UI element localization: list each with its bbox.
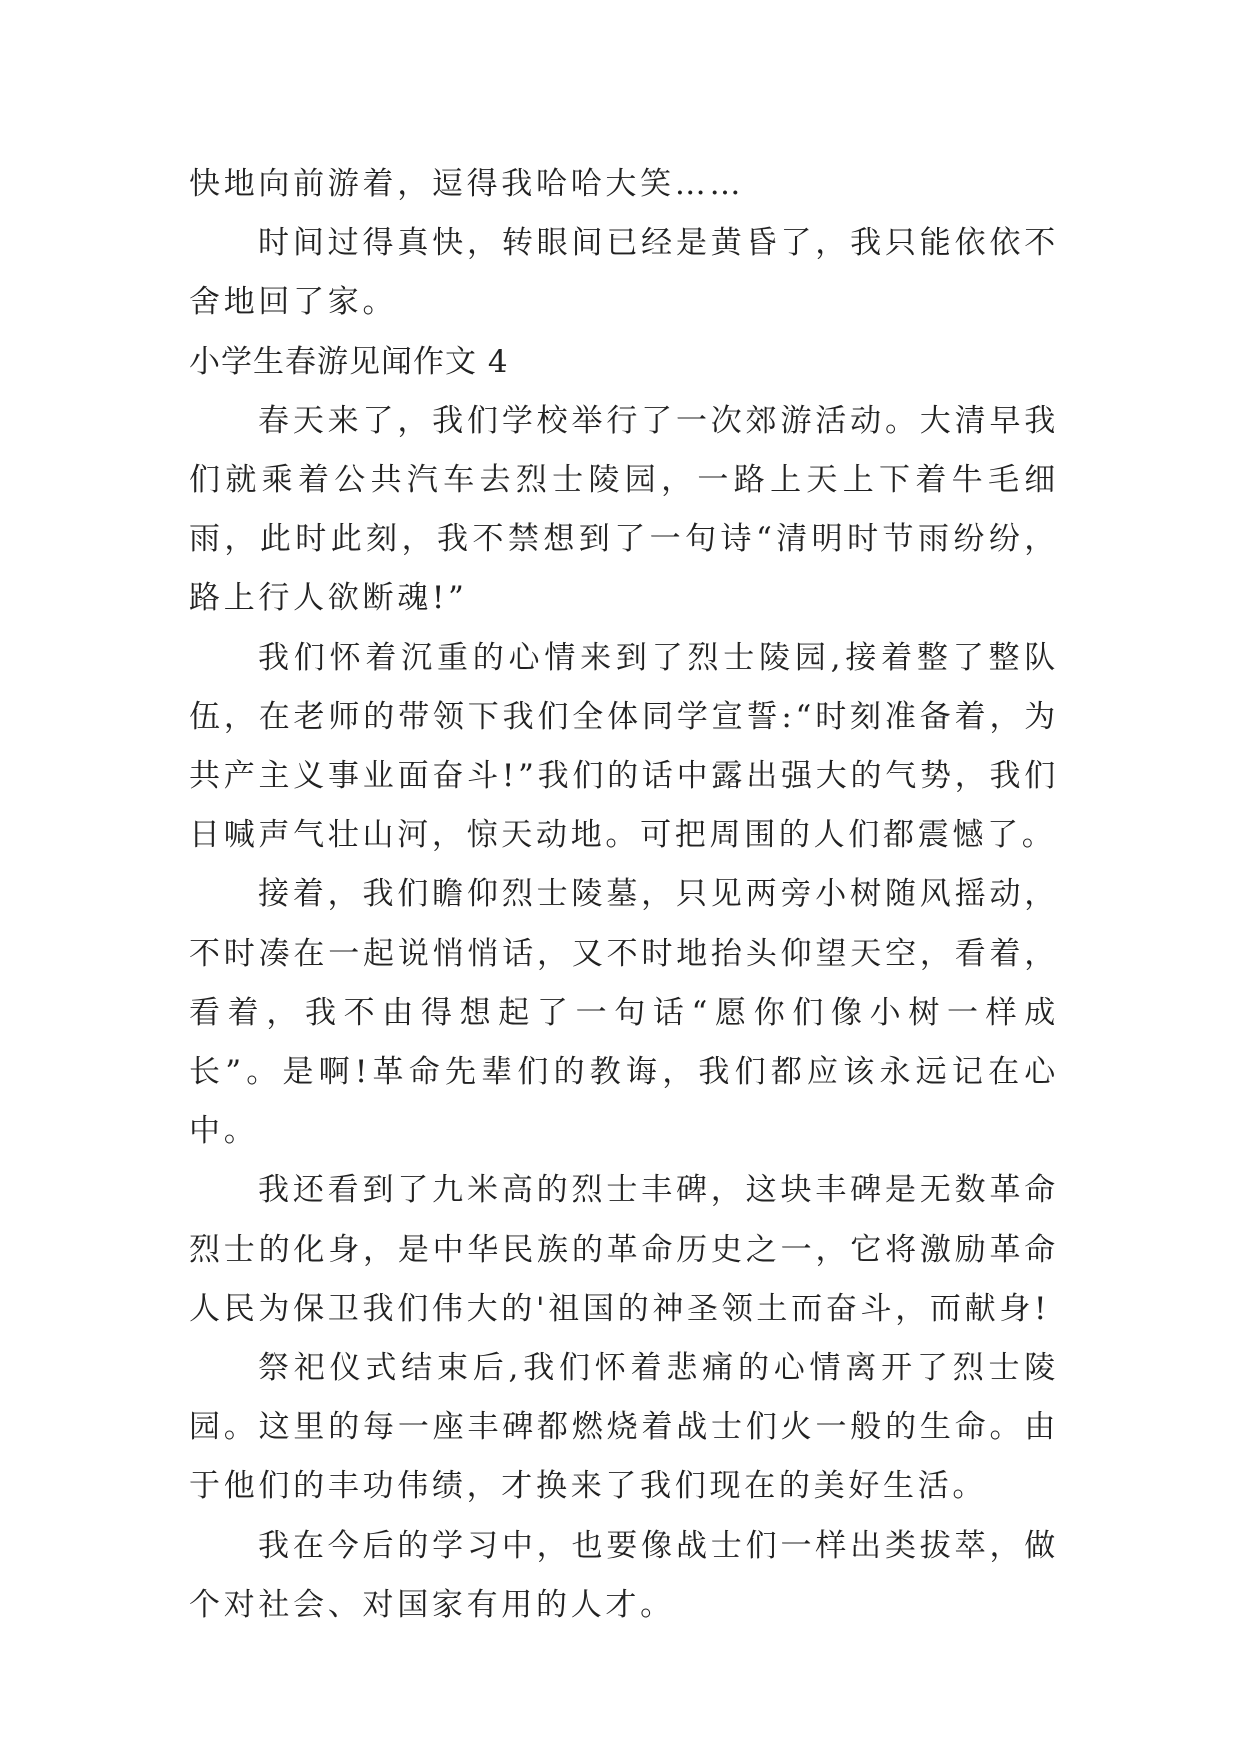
section-title: 小学生春游见闻作文 4	[189, 343, 509, 380]
document-body	[189, 155, 1059, 1635]
paragraph: 我们怀着沉重的心情来到了烈士陵园,接着整了整队伍，在老师的带领下我们全体同学宣誓:“时刻准备着，为共产主义事业面奋斗!”我们的话中露出强大的气势，我们日喊声气壮山河，惊天动地。可把周围的人们都震憾了。	[189, 639, 1059, 854]
paragraph-continuation: 快地向前游着，逗得我哈哈大笑……	[189, 166, 745, 202]
paragraph: 祭祀仪式结束后,我们怀着悲痛的心情离开了烈士陵园。这里的每一座丰碑都燃烧着战士们火一般的生命。由于他们的丰功伟绩，才换来了我们现在的美好生活。	[189, 1350, 1059, 1505]
paragraph: 接着，我们瞻仰烈士陵墓，只见两旁小树随风摇动，不时凑在一起说悄悄话，又不时地抬头仰望天空，看着，看着，我不由得想起了一句话“愿你们像小树一样成长”。是啊!革命先辈们的教诲，我们都应该永远记在心中。	[189, 876, 1059, 1150]
paragraph: 我还看到了九米高的烈士丰碑，这块丰碑是无数革命烈士的化身，是中华民族的革命历史之一，它将激励革命人民为保卫我们伟大的'祖国的神圣领土而奋斗，而献身!	[189, 1172, 1059, 1327]
paragraph: 我在今后的学习中，也要像战士们一样出类拔萃，做个对社会、对国家有用的人才。	[189, 1527, 1059, 1623]
paragraph: 春天来了，我们学校举行了一次郊游活动。大清早我们就乘着公共汽车去烈士陵园，一路上天上下着牛毛细雨，此时此刻，我不禁想到了一句诗“清明时节雨纷纷，路上行人欲断魂!”	[189, 402, 1059, 617]
paragraph: 时间过得真快，转眼间已经是黄昏了，我只能依依不舍地回了家。	[189, 225, 1059, 321]
